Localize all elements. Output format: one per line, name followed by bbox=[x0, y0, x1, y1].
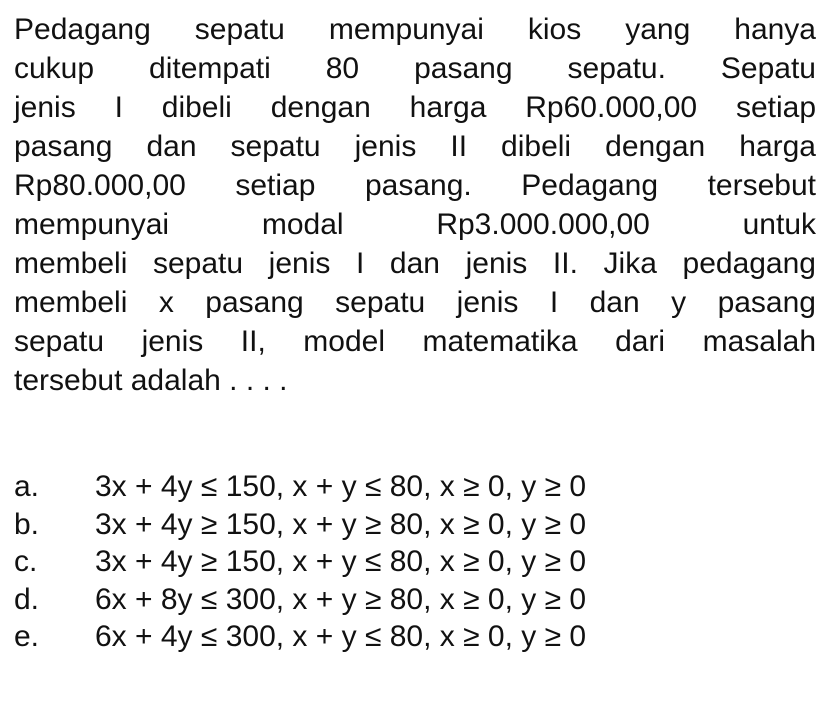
question-line: Rp80.000,00 setiap pasang. Pedagang tersebut bbox=[14, 169, 816, 202]
option-c bbox=[14, 543, 816, 581]
option-d bbox=[14, 581, 816, 619]
question-line: Pedagang sepatu mempunyai kios yang hanya bbox=[14, 13, 816, 46]
option-label: d. bbox=[14, 582, 40, 616]
option-label: e. bbox=[14, 620, 40, 653]
option-a bbox=[14, 468, 816, 506]
option-text: 3x + 4y ≥ 150, x + y ≥ 80, x ≥ 0, y ≥ 0 bbox=[95, 507, 587, 541]
option-label: a. bbox=[14, 470, 40, 503]
option-text: 3x + 4y ≤ 150, x + y ≤ 80, x ≥ 0, y ≥ 0 bbox=[95, 470, 587, 503]
question-line: tersebut adalah . . . . bbox=[14, 364, 288, 397]
question-text bbox=[14, 10, 816, 400]
option-text: 6x + 8y ≤ 300, x + y ≥ 80, x ≥ 0, y ≥ 0 bbox=[95, 582, 587, 616]
question-line: jenis I dibeli dengan harga Rp60.000,00 setiap bbox=[14, 91, 816, 124]
answer-options bbox=[14, 468, 816, 656]
option-label: c. bbox=[14, 545, 38, 578]
question-line: mempunyai modal Rp3.000.000,00 untuk bbox=[14, 208, 816, 241]
question-line: membeli x pasang sepatu jenis I dan y pasang bbox=[14, 286, 816, 319]
option-label: b. bbox=[14, 507, 40, 541]
question-line: cukup ditempati 80 pasang sepatu. Sepatu bbox=[14, 52, 816, 85]
option-e bbox=[14, 618, 816, 656]
question-line: sepatu jenis II, model matematika dari masalah bbox=[14, 325, 816, 358]
option-text: 3x + 4y ≥ 150, x + y ≤ 80, x ≥ 0, y ≥ 0 bbox=[95, 545, 587, 578]
option-text: 6x + 4y ≤ 300, x + y ≤ 80, x ≥ 0, y ≥ 0 bbox=[95, 620, 587, 653]
question-line: pasang dan sepatu jenis II dibeli dengan harga bbox=[14, 130, 816, 163]
option-b bbox=[14, 506, 816, 544]
question-line: membeli sepatu jenis I dan jenis II. Jika pedagang bbox=[14, 247, 816, 280]
